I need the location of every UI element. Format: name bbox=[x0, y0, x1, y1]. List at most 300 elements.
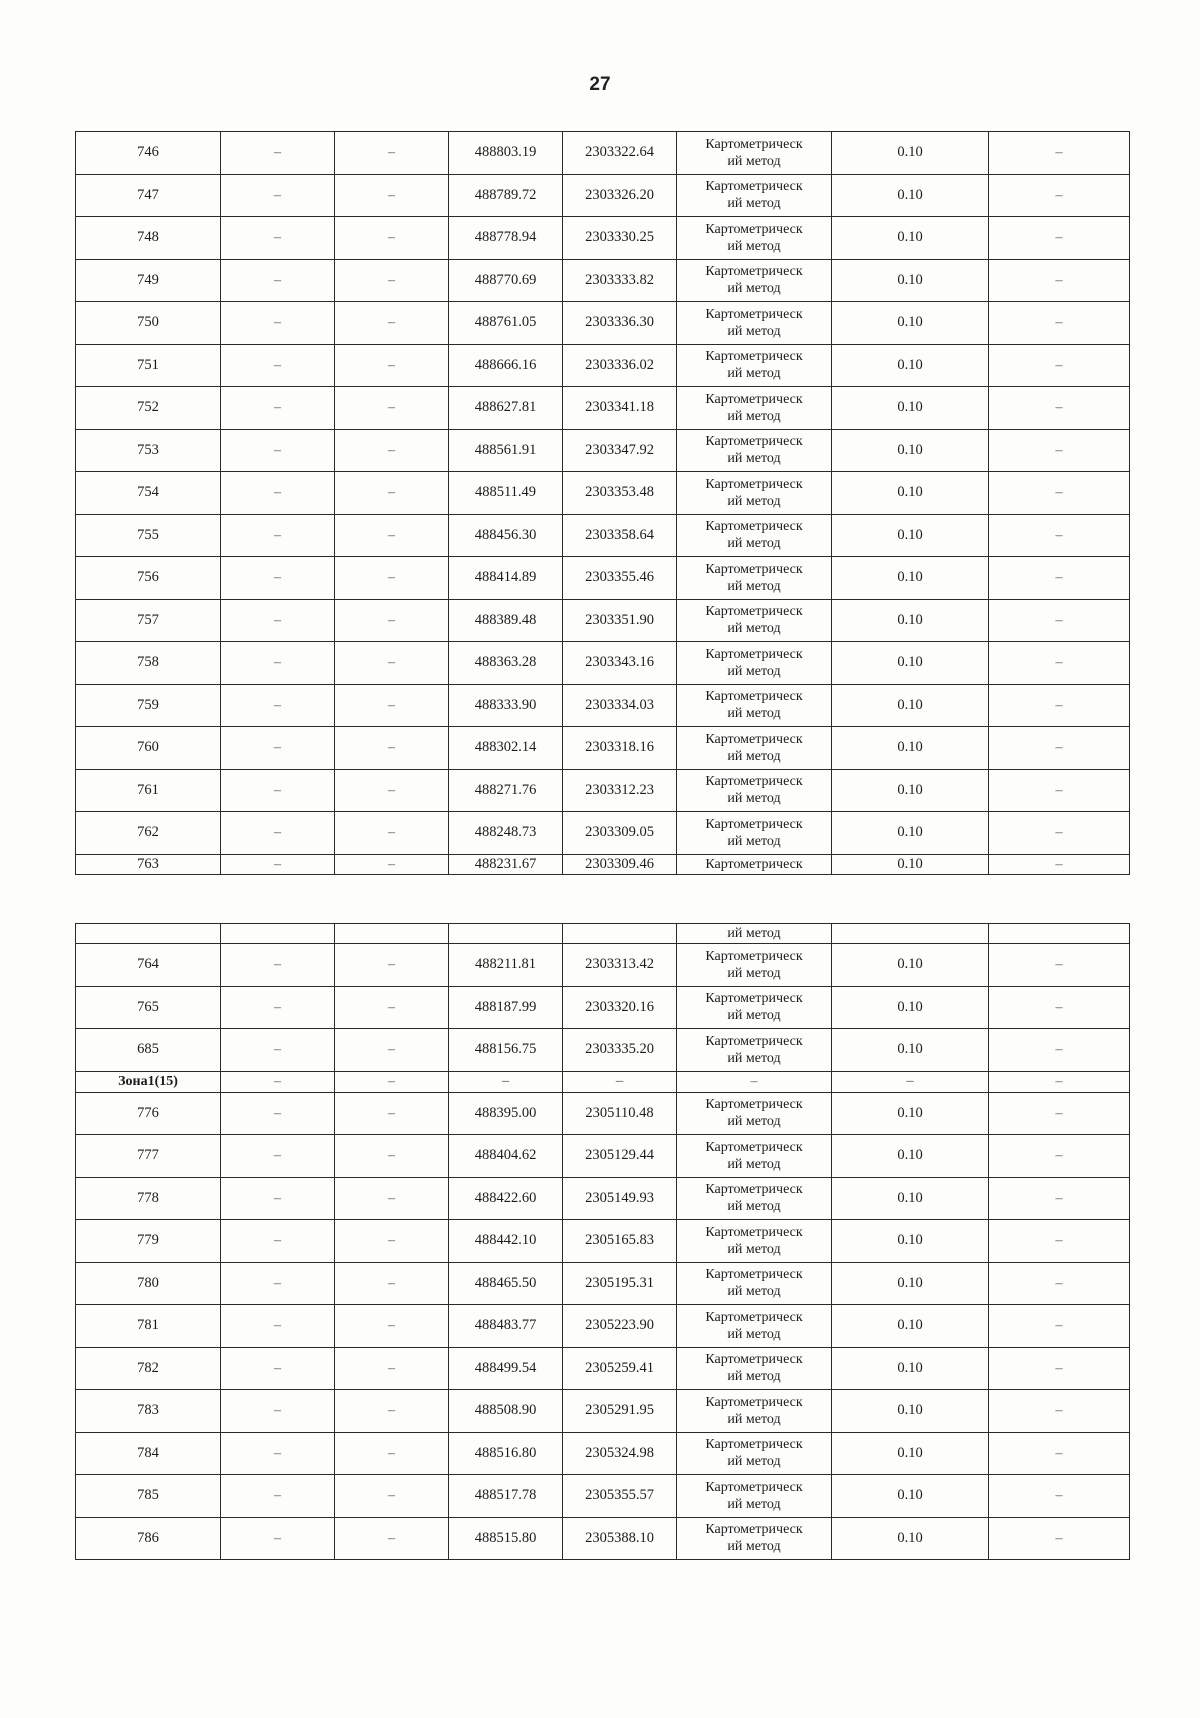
dash: – bbox=[750, 1074, 758, 1089]
dash: – bbox=[1055, 1488, 1063, 1504]
table-row-partial bbox=[76, 854, 1130, 874]
dash: – bbox=[274, 485, 281, 501]
empty-dash-cell bbox=[221, 812, 335, 855]
coordinate-x: 488187.99 bbox=[449, 986, 563, 1029]
table2-body-b bbox=[76, 1092, 1130, 1560]
coordinate-y: 2303318.16 bbox=[563, 727, 677, 770]
dash: – bbox=[274, 1360, 281, 1376]
method-line-2: ий метод bbox=[727, 408, 781, 424]
coordinates-table-part-1 bbox=[75, 131, 1130, 875]
coordinate-x: 488770.69 bbox=[449, 259, 563, 302]
method-cell bbox=[677, 812, 832, 855]
coordinate-x: 488778.94 bbox=[449, 217, 563, 260]
empty-dash-cell bbox=[221, 1305, 335, 1348]
dash: – bbox=[388, 740, 395, 756]
method-line-2: ий метод bbox=[727, 578, 781, 594]
coordinate-y: 2303336.30 bbox=[563, 302, 677, 345]
dash: – bbox=[1055, 1530, 1063, 1546]
method-cell bbox=[677, 1517, 832, 1560]
note-cell bbox=[989, 387, 1130, 430]
coordinate-x: 488789.72 bbox=[449, 174, 563, 217]
empty-dash-cell bbox=[335, 302, 449, 345]
empty-dash-cell bbox=[335, 769, 449, 812]
empty-dash-cell bbox=[221, 174, 335, 217]
dash: – bbox=[388, 485, 395, 501]
point-number: 753 bbox=[76, 429, 221, 472]
table-row bbox=[76, 387, 1130, 430]
point-number: 747 bbox=[76, 174, 221, 217]
method-line-2: ий метод bbox=[727, 663, 781, 679]
method-line-1: Картометрическ bbox=[705, 1479, 803, 1495]
coordinate-x: 488248.73 bbox=[449, 812, 563, 855]
empty-dash-cell bbox=[335, 557, 449, 600]
accuracy-cell: 0.10 bbox=[832, 302, 989, 345]
accuracy-cell: 0.10 bbox=[832, 429, 989, 472]
method-cell bbox=[677, 642, 832, 685]
zone-header-row bbox=[76, 1071, 1130, 1092]
point-number: 782 bbox=[76, 1347, 221, 1390]
dash: – bbox=[1055, 782, 1063, 798]
accuracy-cell: 0.10 bbox=[832, 344, 989, 387]
dash: – bbox=[1055, 1275, 1063, 1291]
method-line-1: Картометрическ bbox=[705, 1522, 803, 1538]
accuracy-cell: 0.10 bbox=[832, 472, 989, 515]
method-cell bbox=[677, 472, 832, 515]
empty-dash-cell bbox=[221, 854, 335, 874]
empty-dash-cell bbox=[221, 1029, 335, 1072]
empty-dash-cell bbox=[335, 1347, 449, 1390]
note-cell bbox=[989, 429, 1130, 472]
coordinate-y: 2305129.44 bbox=[563, 1135, 677, 1178]
dash: – bbox=[1055, 1190, 1063, 1206]
accuracy-cell: 0.10 bbox=[832, 1390, 989, 1433]
empty-dash-cell bbox=[335, 1517, 449, 1560]
coordinate-x: 488517.78 bbox=[449, 1475, 563, 1518]
note-cell bbox=[989, 642, 1130, 685]
method-line-2: ий метод bbox=[727, 965, 781, 981]
empty-dash-cell bbox=[221, 727, 335, 770]
dash: – bbox=[274, 145, 281, 161]
dash: – bbox=[388, 1074, 395, 1089]
accuracy-cell: 0.10 bbox=[832, 1305, 989, 1348]
point-number: 756 bbox=[76, 557, 221, 600]
method-cell: Картометрическ bbox=[677, 854, 832, 874]
table-row bbox=[76, 684, 1130, 727]
table1-body bbox=[76, 132, 1130, 855]
accuracy-cell: 0.10 bbox=[832, 174, 989, 217]
dash: – bbox=[388, 357, 395, 373]
coordinate-x: 488395.00 bbox=[449, 1092, 563, 1135]
empty-dash-cell bbox=[221, 302, 335, 345]
method-cell bbox=[677, 1029, 832, 1072]
note-cell bbox=[989, 1347, 1130, 1390]
dash: – bbox=[274, 957, 281, 973]
table-row bbox=[76, 472, 1130, 515]
note-cell bbox=[989, 986, 1130, 1029]
method-line-1: Картометрическ bbox=[705, 476, 803, 492]
empty-dash-cell bbox=[221, 1517, 335, 1560]
accuracy-cell: 0.10 bbox=[832, 217, 989, 260]
note-cell bbox=[989, 1475, 1130, 1518]
dash: – bbox=[274, 1530, 281, 1546]
coordinate-y: 2303313.42 bbox=[563, 944, 677, 987]
accuracy-cell: 0.10 bbox=[832, 944, 989, 987]
empty-dash-cell bbox=[335, 1071, 449, 1092]
dash: – bbox=[1055, 999, 1063, 1015]
empty-dash-cell bbox=[221, 472, 335, 515]
method-line-2: ий метод bbox=[727, 1114, 781, 1130]
dash: – bbox=[388, 856, 395, 872]
dash: – bbox=[274, 1074, 281, 1089]
empty-dash-cell bbox=[335, 812, 449, 855]
empty-dash-cell bbox=[335, 1135, 449, 1178]
dash: – bbox=[1055, 485, 1063, 501]
coordinate-x: 488333.90 bbox=[449, 684, 563, 727]
table-row bbox=[76, 1092, 1130, 1135]
point-number: 751 bbox=[76, 344, 221, 387]
empty-dash-cell bbox=[221, 429, 335, 472]
dash: – bbox=[1055, 1403, 1063, 1419]
empty-cell bbox=[989, 924, 1130, 944]
method-line-1: Картометрическ bbox=[705, 689, 803, 705]
dash: – bbox=[388, 442, 395, 458]
point-number: 762 bbox=[76, 812, 221, 855]
method-cell bbox=[677, 302, 832, 345]
note-cell bbox=[989, 1517, 1130, 1560]
empty-dash-cell bbox=[335, 429, 449, 472]
coordinate-y: 2305110.48 bbox=[563, 1092, 677, 1135]
dash: – bbox=[274, 1042, 281, 1058]
empty-dash-cell bbox=[335, 387, 449, 430]
point-number: 780 bbox=[76, 1262, 221, 1305]
coordinate-x: 488561.91 bbox=[449, 429, 563, 472]
dash: – bbox=[1055, 272, 1063, 288]
method-line-1: Картометрическ bbox=[705, 816, 803, 832]
table-row bbox=[76, 642, 1130, 685]
coordinate-y: 2303336.02 bbox=[563, 344, 677, 387]
dash: – bbox=[388, 400, 395, 416]
coordinate-x: 488271.76 bbox=[449, 769, 563, 812]
accuracy-cell: 0.10 bbox=[832, 557, 989, 600]
coordinate-x: 488483.77 bbox=[449, 1305, 563, 1348]
dash: – bbox=[274, 1488, 281, 1504]
dash: – bbox=[388, 1233, 395, 1249]
coordinate-y: 2303351.90 bbox=[563, 599, 677, 642]
dash: – bbox=[274, 856, 281, 872]
empty-dash-cell bbox=[335, 174, 449, 217]
point-number: 746 bbox=[76, 132, 221, 175]
note-cell bbox=[989, 472, 1130, 515]
empty-dash-cell bbox=[335, 1220, 449, 1263]
table-row bbox=[76, 302, 1130, 345]
method-line-2: ий метод bbox=[727, 1156, 781, 1172]
accuracy-cell: 0.10 bbox=[832, 132, 989, 175]
method-line-1: Картометрическ bbox=[705, 561, 803, 577]
dash: – bbox=[1055, 1148, 1063, 1164]
method-cell bbox=[677, 727, 832, 770]
coordinate-y: 2305149.93 bbox=[563, 1177, 677, 1220]
method-line-1: Картометрическ bbox=[705, 731, 803, 747]
table-row bbox=[76, 132, 1130, 175]
dash: – bbox=[274, 570, 281, 586]
coordinate-y: 2303341.18 bbox=[563, 387, 677, 430]
note-cell bbox=[989, 1432, 1130, 1475]
method-line-1: Картометрическ bbox=[705, 1394, 803, 1410]
point-number: 755 bbox=[76, 514, 221, 557]
coordinate-x: 488666.16 bbox=[449, 344, 563, 387]
dash: – bbox=[274, 1190, 281, 1206]
method-line-2: ий метод bbox=[727, 536, 781, 552]
empty-dash-cell bbox=[335, 1092, 449, 1135]
table-row bbox=[76, 259, 1130, 302]
dash: – bbox=[388, 145, 395, 161]
dash: – bbox=[1055, 1042, 1063, 1058]
coordinate-x: 488211.81 bbox=[449, 944, 563, 987]
note-cell bbox=[989, 1305, 1130, 1348]
coordinate-y: 2303312.23 bbox=[563, 769, 677, 812]
dash: – bbox=[1055, 957, 1063, 973]
point-number: 786 bbox=[76, 1517, 221, 1560]
dash: – bbox=[388, 655, 395, 671]
method-cell bbox=[677, 1092, 832, 1135]
accuracy-cell: 0.10 bbox=[832, 1432, 989, 1475]
coordinate-y: 2303358.64 bbox=[563, 514, 677, 557]
note-cell bbox=[989, 1390, 1130, 1433]
coordinate-y: 2303347.92 bbox=[563, 429, 677, 472]
dash: – bbox=[388, 1360, 395, 1376]
empty-dash-cell bbox=[221, 1135, 335, 1178]
coordinate-x: 488389.48 bbox=[449, 599, 563, 642]
table2-continuation-group bbox=[76, 924, 1130, 944]
point-number: 758 bbox=[76, 642, 221, 685]
dash: – bbox=[274, 1275, 281, 1291]
empty-dash-cell bbox=[335, 132, 449, 175]
method-line-2: ий метод bbox=[727, 451, 781, 467]
dash: – bbox=[388, 1488, 395, 1504]
dash: – bbox=[274, 1105, 281, 1121]
point-number: 784 bbox=[76, 1432, 221, 1475]
method-cell bbox=[677, 429, 832, 472]
empty-dash-cell bbox=[335, 727, 449, 770]
table-row bbox=[76, 1262, 1130, 1305]
method-line-1: Картометрическ bbox=[705, 1182, 803, 1198]
note-cell bbox=[989, 132, 1130, 175]
method-line-2: ий метод bbox=[727, 153, 781, 169]
coordinate-x: 488515.80 bbox=[449, 1517, 563, 1560]
coordinate-x: 488761.05 bbox=[449, 302, 563, 345]
coordinate-y: 2305165.83 bbox=[563, 1220, 677, 1263]
coordinate-x: 488499.54 bbox=[449, 1347, 563, 1390]
page-number: 27 bbox=[589, 74, 611, 95]
coordinate-y: 2305259.41 bbox=[563, 1347, 677, 1390]
method-line-1: Картометрическ bbox=[705, 1097, 803, 1113]
point-number: 761 bbox=[76, 769, 221, 812]
empty-cell bbox=[76, 924, 221, 944]
empty-dash-cell bbox=[221, 1475, 335, 1518]
empty-dash-cell bbox=[335, 1177, 449, 1220]
coordinate-y: 2305388.10 bbox=[563, 1517, 677, 1560]
coordinate-y: 2305355.57 bbox=[563, 1475, 677, 1518]
method-cell bbox=[677, 1262, 832, 1305]
method-cell: ий метод bbox=[677, 924, 832, 944]
method-line-1: Картометрическ bbox=[705, 306, 803, 322]
dash: – bbox=[274, 230, 281, 246]
method-line-2: ий метод bbox=[727, 1326, 781, 1342]
accuracy-cell: 0.10 bbox=[832, 642, 989, 685]
note-cell bbox=[989, 1262, 1130, 1305]
point-number: 779 bbox=[76, 1220, 221, 1263]
table-row bbox=[76, 986, 1130, 1029]
method-line-1: Картометрическ bbox=[705, 349, 803, 365]
method-cell bbox=[677, 344, 832, 387]
dash: – bbox=[388, 570, 395, 586]
empty-dash-cell bbox=[335, 1475, 449, 1518]
method-cell bbox=[677, 132, 832, 175]
dash: – bbox=[1055, 856, 1063, 872]
dash: – bbox=[1055, 1445, 1063, 1461]
empty-dash-cell bbox=[989, 1071, 1130, 1092]
empty-dash-cell bbox=[832, 1071, 989, 1092]
table-row bbox=[76, 429, 1130, 472]
method-line-1: Картометрическ bbox=[705, 1267, 803, 1283]
note-cell bbox=[989, 259, 1130, 302]
dash: – bbox=[388, 825, 395, 841]
table-row bbox=[76, 217, 1130, 260]
method-line-2: ий метод bbox=[727, 1369, 781, 1385]
coordinate-x: 488422.60 bbox=[449, 1177, 563, 1220]
dash: – bbox=[388, 1148, 395, 1164]
method-line-2: ий метод bbox=[727, 1241, 781, 1257]
method-line-1: Картометрическ bbox=[705, 519, 803, 535]
dash: – bbox=[1055, 230, 1063, 246]
method-line-2: ий метод bbox=[727, 1539, 781, 1555]
empty-dash-cell bbox=[335, 1305, 449, 1348]
empty-dash-cell bbox=[335, 854, 449, 874]
dash: – bbox=[1055, 1318, 1063, 1334]
accuracy-cell: 0.10 bbox=[832, 387, 989, 430]
method-line-1: Картометрическ bbox=[705, 221, 803, 237]
table-row bbox=[76, 1135, 1130, 1178]
dash: – bbox=[274, 697, 281, 713]
accuracy-cell: 0.10 bbox=[832, 769, 989, 812]
dash: – bbox=[388, 697, 395, 713]
coordinate-x: 488511.49 bbox=[449, 472, 563, 515]
method-line-2: ий метод bbox=[727, 791, 781, 807]
table-row bbox=[76, 769, 1130, 812]
point-number: 765 bbox=[76, 986, 221, 1029]
method-cell bbox=[677, 1475, 832, 1518]
coordinate-y: 2305223.90 bbox=[563, 1305, 677, 1348]
dash: – bbox=[274, 1233, 281, 1249]
table-row bbox=[76, 1305, 1130, 1348]
method-line-1: Картометрическ bbox=[705, 391, 803, 407]
empty-dash-cell bbox=[335, 344, 449, 387]
dash: – bbox=[388, 957, 395, 973]
note-cell bbox=[989, 344, 1130, 387]
method-line-1: Картометрическ bbox=[705, 1437, 803, 1453]
note-cell bbox=[989, 557, 1130, 600]
dash: – bbox=[388, 1403, 395, 1419]
note-cell bbox=[989, 1092, 1130, 1135]
coordinate-x: 488363.28 bbox=[449, 642, 563, 685]
empty-dash-cell bbox=[221, 387, 335, 430]
method-cell bbox=[677, 217, 832, 260]
note-cell bbox=[989, 727, 1130, 770]
empty-dash-cell bbox=[221, 769, 335, 812]
coordinate-y: 2303334.03 bbox=[563, 684, 677, 727]
empty-dash-cell bbox=[221, 1092, 335, 1135]
dash: – bbox=[388, 1445, 395, 1461]
table-row bbox=[76, 174, 1130, 217]
empty-cell bbox=[221, 924, 335, 944]
table1-last-row-group bbox=[76, 854, 1130, 874]
empty-dash-cell bbox=[221, 132, 335, 175]
note-cell bbox=[989, 514, 1130, 557]
table-row bbox=[76, 812, 1130, 855]
note-cell bbox=[989, 1029, 1130, 1072]
dash: – bbox=[501, 1073, 510, 1089]
table2-zone-group bbox=[76, 1071, 1130, 1092]
method-line-2: ий метод bbox=[727, 621, 781, 637]
accuracy-cell: 0.10 bbox=[832, 514, 989, 557]
point-number: 778 bbox=[76, 1177, 221, 1220]
dash: – bbox=[1055, 145, 1063, 161]
table-row bbox=[76, 599, 1130, 642]
empty-dash-cell bbox=[221, 1220, 335, 1263]
empty-dash-cell bbox=[221, 1262, 335, 1305]
note-cell bbox=[989, 1220, 1130, 1263]
method-line-1: Картометрическ bbox=[705, 264, 803, 280]
coordinate-y: 2303335.20 bbox=[563, 1029, 677, 1072]
empty-dash-cell bbox=[449, 1071, 563, 1092]
method-cell bbox=[677, 1347, 832, 1390]
coordinate-y: 2303309.46 bbox=[563, 854, 677, 874]
coordinate-y: 2303309.05 bbox=[563, 812, 677, 855]
method-line-2: ий метод bbox=[727, 238, 781, 254]
coordinate-x: 488456.30 bbox=[449, 514, 563, 557]
note-cell bbox=[989, 812, 1130, 855]
method-line-2: ий метод bbox=[727, 1496, 781, 1512]
empty-cell bbox=[449, 924, 563, 944]
empty-dash-cell bbox=[221, 1390, 335, 1433]
dash: – bbox=[274, 187, 281, 203]
coordinate-y: 2305291.95 bbox=[563, 1390, 677, 1433]
empty-dash-cell bbox=[221, 514, 335, 557]
dash: – bbox=[1055, 655, 1063, 671]
point-number: 776 bbox=[76, 1092, 221, 1135]
empty-dash-cell bbox=[335, 986, 449, 1029]
empty-cell bbox=[563, 924, 677, 944]
table-row bbox=[76, 1475, 1130, 1518]
dash: – bbox=[274, 612, 281, 628]
dash: – bbox=[1055, 570, 1063, 586]
dash: – bbox=[274, 315, 281, 331]
coordinate-y: 2303322.64 bbox=[563, 132, 677, 175]
empty-dash-cell bbox=[335, 514, 449, 557]
empty-dash-cell bbox=[221, 217, 335, 260]
empty-dash-cell bbox=[221, 1071, 335, 1092]
method-cell bbox=[677, 1390, 832, 1433]
method-cell bbox=[677, 174, 832, 217]
empty-dash-cell bbox=[221, 1177, 335, 1220]
point-number: 781 bbox=[76, 1305, 221, 1348]
point-number: 777 bbox=[76, 1135, 221, 1178]
note-cell bbox=[989, 217, 1130, 260]
empty-dash-cell bbox=[335, 642, 449, 685]
table-row bbox=[76, 1029, 1130, 1072]
dash: – bbox=[1055, 1233, 1063, 1249]
dash: – bbox=[388, 1042, 395, 1058]
